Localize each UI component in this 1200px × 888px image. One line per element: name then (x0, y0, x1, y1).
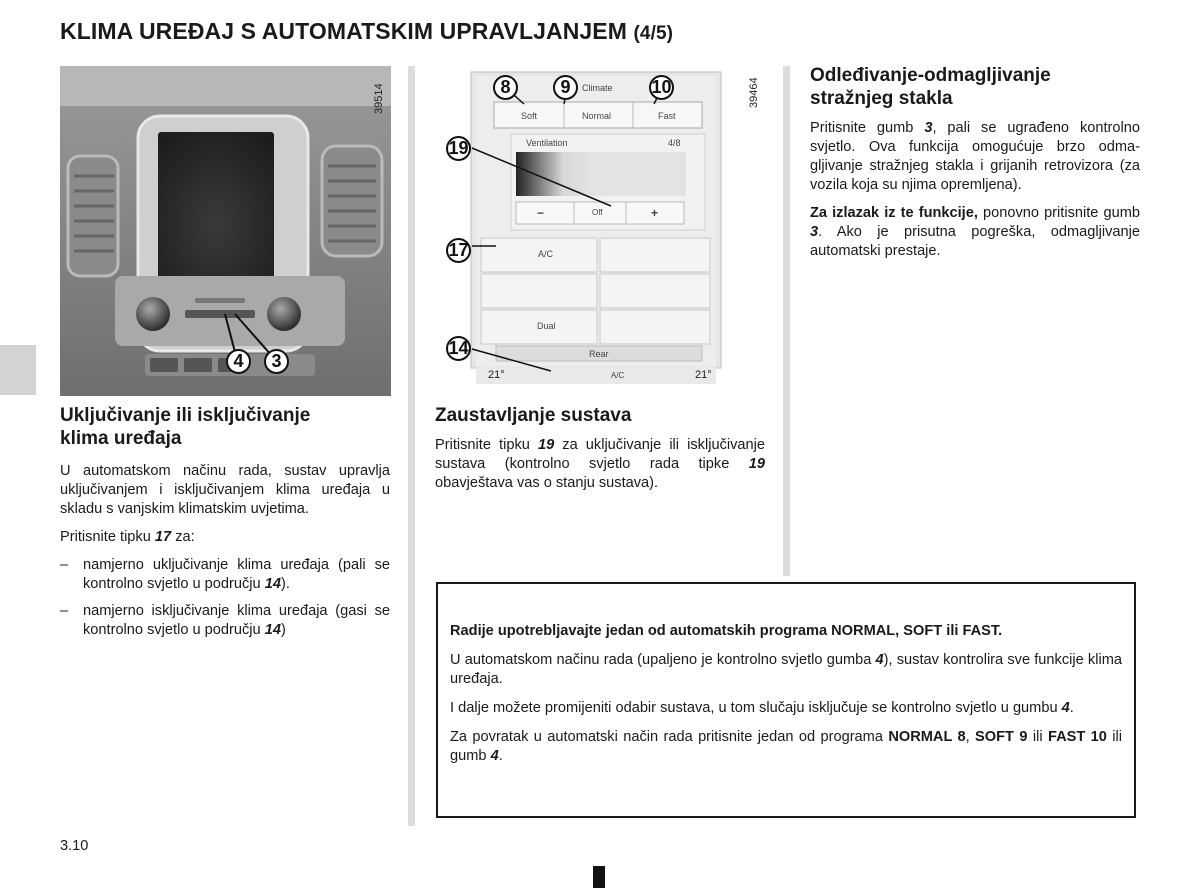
right-section (810, 64, 1140, 270)
paragraph (60, 528, 390, 547)
text: ili (1027, 729, 1048, 745)
callout-3: 3 (264, 349, 289, 374)
status-right-temp: 21° (695, 369, 712, 381)
heading-line: klima uređaja (60, 428, 182, 449)
text: obavještava vas o stanju sustava). (435, 475, 659, 491)
screen-title: Climate (582, 83, 613, 93)
text: za: (171, 529, 195, 545)
callout-4: 4 (226, 349, 251, 374)
note-body (450, 622, 1122, 766)
text: ), sustav kontrolira sve funkcije klima uređaja. (450, 652, 1122, 687)
climate-screen-figure (436, 66, 766, 391)
button-ref: 14 (264, 622, 281, 638)
status-ac: A/C (611, 371, 625, 380)
page-title (60, 18, 673, 45)
section-heading: Zaustavljanje sustava (435, 405, 632, 426)
heading-line: stražnjeg stakla (810, 88, 953, 109)
button-ref: 14 (264, 576, 281, 592)
figure-code: 39514 (373, 83, 385, 114)
text: . (1069, 700, 1074, 716)
text: namjerno uključivanje klima uređaja (pali se kontrolno svjetlo u području (83, 557, 390, 592)
list-item (60, 602, 390, 640)
note-heading (450, 622, 1122, 641)
button-ref: 19 (537, 437, 555, 453)
text: , (965, 729, 976, 745)
text: Pritisnite tipku (60, 529, 155, 545)
plus-button: + (651, 206, 659, 220)
mode-normal: Normal (582, 111, 612, 121)
mode-fast: Fast (658, 111, 676, 121)
paragraph (810, 204, 1140, 261)
text: ponovno pritisnite gumb (977, 205, 1140, 221)
program-ref: FAST 10 (1047, 729, 1107, 745)
section-body (435, 436, 765, 493)
column-divider-right (783, 66, 790, 576)
section-body (810, 119, 1140, 261)
paragraph (450, 699, 1122, 718)
page-title-text: KLIMA UREĐAJ S AUTOMATSKIM UPRAVLJANJEM (60, 18, 627, 44)
text: ili gumb (450, 729, 1122, 764)
mode-soft: Soft (521, 111, 538, 121)
text: za uključivanje ili isključivanje sustava (kontrolno svjetlo rada tipke (435, 437, 765, 472)
ventilation-level: 4/8 (668, 138, 681, 148)
list-item (60, 556, 390, 594)
callout-10: 10 (649, 75, 674, 100)
page-part: (4/5) (633, 23, 674, 44)
page-edge-marker (593, 866, 605, 888)
note-box (436, 582, 1136, 818)
text: . Ako je prisutna pogreška, odmagljivanje automatski prestaje. (810, 224, 1140, 259)
column-divider-left (408, 66, 415, 826)
paragraph (810, 119, 1140, 195)
off-label: Off (592, 208, 603, 217)
section-body (60, 462, 390, 640)
status-left-temp: 21° (488, 369, 505, 381)
dashboard-illustration (60, 66, 391, 396)
chapter-tab (0, 345, 36, 395)
dashboard-photo (60, 66, 391, 396)
callout-9: 9 (553, 75, 578, 100)
ac-button-label: A/C (538, 249, 554, 259)
button-ref: 19 (748, 456, 765, 472)
program-ref: NORMAL 8 (888, 729, 966, 745)
paragraph (435, 436, 765, 493)
minus-button: − (537, 206, 545, 220)
button-ref: 17 (154, 529, 172, 545)
page-number: 3.10 (60, 838, 89, 854)
text: I dalje možete promijeniti odabir sustava, u tom slučaju isključuje se kontrolno svjetlo u gumbu (450, 700, 1062, 716)
program-ref: SOFT 9 (975, 729, 1028, 745)
middle-section (435, 404, 765, 502)
text: U automatskom načinu rada (upaljeno je kontrolno svjetlo gumba (450, 652, 876, 668)
button-ref: 3 (924, 120, 933, 136)
paragraph (450, 651, 1122, 689)
callout-14: 14 (446, 336, 471, 361)
left-section (60, 404, 390, 648)
text: ). (280, 576, 290, 592)
text: , pali se ugrađeno kontrolno svjetlo. Ova funkcija omogućuje brzo odmagljivanje stražnjeg stakla i grijanih retrovizora (za vozila koja su njima opremljena). (810, 120, 1140, 193)
button-ref: 4 (490, 748, 499, 764)
text: Za povratak u automatski način rada pritisnite jedan od programa (450, 729, 889, 745)
text: Pritisnite tipku (435, 437, 538, 453)
text: ) (280, 622, 286, 638)
button-ref: 4 (1061, 700, 1070, 716)
rear-label: Rear (589, 349, 609, 359)
section-heading (60, 404, 390, 450)
text: Radije upotrebljavajte jedan od automatskih programa NORMAL, SOFT ili FAST. (450, 623, 1003, 639)
text: Pritisnite gumb (810, 120, 925, 136)
heading-line: Uključivanje ili isključivanje (60, 405, 311, 426)
callout-19: 19 (446, 136, 471, 161)
dual-button-label: Dual (537, 321, 556, 331)
text: Za izlazak iz te funkcije, (810, 205, 978, 221)
button-ref: 4 (875, 652, 884, 668)
heading-line: Odleđivanje-odmagljivanje (810, 65, 1051, 86)
button-ref: 3 (810, 224, 819, 240)
section-heading (810, 64, 1140, 110)
text: namjerno isključivanje klima uređaja (gasi se kontrolno svjetlo u području (83, 603, 390, 638)
callout-8: 8 (493, 75, 518, 100)
paragraph: U automatskom načinu rada, sustav upravlja uključivanjem i isključivanjem klima uređaja u skladu s vanjskim klimatskim uvjetima. (60, 463, 390, 517)
text: . (498, 748, 503, 764)
callout-17: 17 (446, 238, 471, 263)
ventilation-label: Ventilation (526, 138, 568, 148)
paragraph (450, 728, 1122, 766)
figure-code: 39464 (748, 77, 760, 108)
